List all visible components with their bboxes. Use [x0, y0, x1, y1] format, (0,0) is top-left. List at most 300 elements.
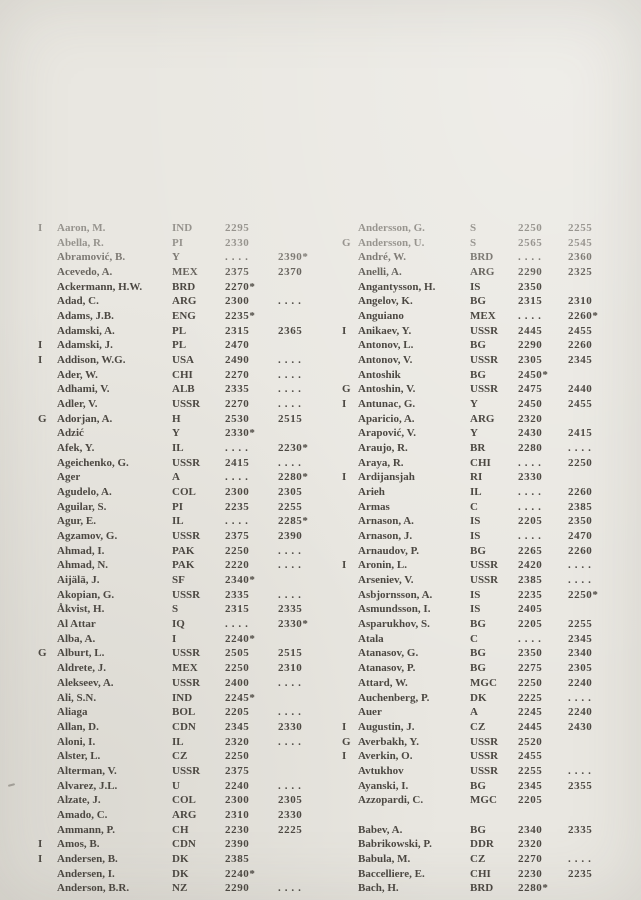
title-marker — [342, 309, 358, 324]
title-marker — [38, 250, 57, 265]
country-code: U — [172, 779, 180, 792]
player-name: Ali, S.N. — [57, 691, 97, 704]
country-code: IS — [470, 588, 481, 601]
player-name: Angelov, K. — [358, 295, 413, 308]
rating-row — [342, 558, 638, 573]
rating-prior: 2390 — [225, 838, 250, 851]
rating-prior: 2320 — [518, 412, 543, 425]
rating-row — [342, 646, 638, 661]
player-name: Adorjan, A. — [57, 412, 113, 425]
rating-row — [38, 867, 338, 882]
rating-1978: 2330 — [278, 720, 303, 733]
rating-prior: 2385 — [225, 852, 250, 865]
rating-prior: 2230 — [225, 823, 250, 836]
title-marker — [38, 720, 57, 735]
player-name: Ayanski, I. — [358, 779, 409, 792]
country-code: USSR — [172, 647, 201, 660]
rating-row — [342, 617, 638, 632]
rating-row — [342, 720, 638, 735]
title-marker: I — [342, 324, 347, 337]
player-name: Arnason, A. — [358, 515, 414, 528]
rating-row — [342, 837, 638, 852]
player-name: Alekseev, A. — [57, 676, 114, 689]
rating-1978: 2250 — [568, 456, 593, 469]
country-code: MEX — [172, 266, 198, 279]
title-marker — [38, 617, 57, 632]
title-marker — [38, 514, 57, 529]
title-marker — [38, 764, 57, 779]
country-code: S — [470, 222, 477, 234]
rating-row — [342, 294, 638, 309]
player-name: Arseniev, V. — [358, 574, 414, 587]
rating-prior: 2300 — [225, 486, 250, 499]
title-marker — [38, 500, 57, 515]
country-code: USSR — [470, 735, 499, 748]
title-marker — [342, 500, 358, 515]
title-marker — [342, 280, 358, 295]
country-code: BG — [470, 662, 486, 675]
country-code: IL — [172, 735, 184, 748]
rating-row — [342, 265, 638, 280]
country-code: USA — [172, 354, 195, 367]
rating-prior: 2505 — [225, 647, 250, 660]
player-name: Andersson, U. — [358, 236, 425, 249]
country-code: ARG — [172, 295, 197, 308]
title-marker — [38, 544, 57, 559]
rating-row — [38, 602, 338, 617]
title-marker — [38, 602, 57, 617]
player-name: Averbakh, Y. — [358, 735, 420, 748]
title-marker — [38, 588, 57, 603]
rating-1978: 2430 — [568, 720, 593, 733]
title-marker — [38, 573, 57, 588]
rating-prior: 2375 — [225, 764, 250, 777]
title-marker — [38, 236, 57, 251]
title-marker — [342, 221, 358, 236]
country-code: DK — [172, 867, 189, 880]
rating-1978: . . . . — [278, 706, 302, 719]
rating-prior: 2250 — [225, 662, 250, 675]
country-code: ALB — [172, 383, 195, 396]
rating-prior: 2335 — [225, 383, 250, 396]
country-code: BG — [470, 544, 486, 557]
rating-row — [342, 573, 638, 588]
rating-row — [342, 221, 638, 236]
rating-prior: 2430 — [518, 427, 543, 440]
country-code: USSR — [172, 676, 201, 689]
player-name: Aloni, I. — [57, 735, 96, 748]
rating-table-left-column — [38, 221, 338, 896]
rating-1978: 2335 — [278, 603, 303, 616]
rating-1978: 2260* — [568, 310, 599, 323]
rating-row — [38, 338, 338, 353]
rating-1978: 2325 — [568, 266, 593, 279]
rating-row — [342, 852, 638, 867]
rating-1978: 2390 — [278, 530, 303, 543]
country-code: IS — [470, 530, 481, 543]
rating-prior: 2235 — [518, 588, 543, 601]
player-name: Babev, A. — [358, 823, 403, 836]
player-name: Aparicio, A. — [358, 412, 415, 425]
rating-1978: 2545 — [568, 236, 593, 249]
rating-1978: . . . . — [278, 588, 302, 601]
rating-row — [342, 764, 638, 779]
country-code: USSR — [470, 383, 499, 396]
rating-row — [342, 485, 638, 500]
player-name: Acevedo, A. — [57, 266, 113, 279]
rating-1978 — [568, 837, 638, 852]
rating-prior: 2240* — [225, 632, 256, 645]
rating-1978: . . . . — [278, 456, 302, 469]
rating-row — [38, 353, 338, 368]
rating-1978: 2260 — [568, 486, 593, 499]
rating-prior: 2400 — [225, 676, 250, 689]
rating-prior: 2345 — [225, 720, 250, 733]
player-name: Babula, M. — [358, 852, 411, 865]
country-code: IS — [470, 603, 481, 616]
rating-1978: 2515 — [278, 412, 303, 425]
rating-1978: . . . . — [568, 574, 592, 587]
player-name: Averkin, O. — [358, 750, 413, 763]
title-marker — [38, 793, 57, 808]
player-name: Aronin, L. — [358, 559, 408, 572]
rating-row — [38, 617, 338, 632]
rating-row — [342, 250, 638, 265]
player-name: Attard, W. — [358, 676, 408, 689]
rating-row — [38, 236, 338, 251]
country-code: BG — [470, 779, 486, 792]
rating-1978: 2385 — [568, 500, 593, 513]
country-code: IND — [172, 691, 193, 704]
rating-1978 — [278, 867, 338, 882]
rating-row — [38, 823, 338, 838]
title-marker — [38, 676, 57, 691]
rating-1978 — [568, 881, 638, 896]
rating-row — [38, 294, 338, 309]
player-name: Araya, R. — [358, 456, 404, 469]
rating-row — [342, 705, 638, 720]
rating-prior: 2565 — [518, 236, 543, 249]
country-code: BOL — [172, 706, 196, 719]
rating-1978: 2310 — [568, 295, 593, 308]
rating-prior: 2350 — [518, 280, 543, 293]
rating-1978: . . . . — [568, 442, 592, 455]
rating-1978: 2455 — [568, 324, 593, 337]
rating-prior: 2235 — [225, 500, 250, 513]
title-marker — [342, 632, 358, 647]
rating-row — [38, 837, 338, 852]
rating-1978: . . . . — [568, 852, 592, 865]
title-marker — [342, 368, 358, 383]
rating-prior: 2315 — [518, 295, 543, 308]
country-code: USSR — [172, 456, 201, 469]
player-name: Andersen, I. — [57, 867, 115, 880]
rating-1978 — [278, 837, 338, 852]
country-code — [470, 808, 518, 823]
player-name: Babrikowski, P. — [358, 838, 432, 851]
rating-row — [38, 368, 338, 383]
rating-1978: 2455 — [568, 398, 593, 411]
rating-1978: 2240 — [568, 706, 593, 719]
country-code: USSR — [470, 574, 499, 587]
title-marker — [342, 808, 358, 823]
title-marker — [342, 676, 358, 691]
rating-1978: 2260 — [568, 339, 593, 352]
title-marker — [38, 265, 57, 280]
player-name: Adhami, V. — [57, 383, 110, 396]
rating-row — [38, 720, 338, 735]
rating-1978 — [278, 573, 338, 588]
country-code: USSR — [470, 764, 499, 777]
title-marker — [38, 867, 57, 882]
rating-1978: 2340 — [568, 647, 593, 660]
player-name: Alterman, V. — [57, 764, 117, 777]
title-marker — [38, 470, 57, 485]
country-code: IS — [470, 280, 481, 293]
rating-prior: 2375 — [225, 266, 250, 279]
title-marker — [38, 808, 57, 823]
title-marker — [342, 412, 358, 427]
player-name: Alster, L. — [57, 750, 101, 763]
player-name: Asparukhov, S. — [358, 618, 430, 631]
rating-prior: 2235* — [225, 310, 256, 323]
rating-1978: . . . . — [278, 398, 302, 411]
rating-row — [342, 881, 638, 896]
rating-row — [342, 353, 638, 368]
rating-1978: 2285* — [278, 515, 309, 528]
player-name: Azzopardi, C. — [358, 794, 424, 807]
country-code: SF — [172, 574, 185, 587]
country-code: IS — [470, 515, 481, 528]
country-code: PI — [172, 500, 183, 513]
country-code: CHI — [470, 867, 491, 880]
player-name: Addison, W.G. — [57, 354, 126, 367]
player-name: Amos, B. — [57, 838, 100, 851]
rating-1978 — [278, 691, 338, 706]
rating-row — [342, 793, 638, 808]
rating-row — [38, 470, 338, 485]
title-marker — [342, 353, 358, 368]
rating-1978: 2360 — [568, 251, 593, 264]
title-marker — [342, 529, 358, 544]
rating-1978 — [568, 368, 638, 383]
rating-row — [38, 382, 338, 397]
rating-row — [38, 632, 338, 647]
rating-1978: 2235 — [568, 867, 593, 880]
rating-row — [38, 852, 338, 867]
title-marker — [342, 764, 358, 779]
rating-1978: . . . . — [278, 295, 302, 308]
rating-1978: . . . . — [278, 354, 302, 367]
rating-row — [342, 823, 638, 838]
player-name — [358, 808, 470, 823]
rating-1978 — [568, 793, 638, 808]
rating-prior: 2315 — [225, 324, 250, 337]
title-marker — [342, 514, 358, 529]
player-name: Allan, D. — [57, 720, 99, 733]
player-name: Ahmad, I. — [57, 544, 105, 557]
player-name: Åkvist, H. — [57, 603, 105, 616]
country-code: USSR — [172, 530, 201, 543]
title-marker — [38, 309, 57, 324]
player-name: Arnason, J. — [358, 530, 413, 543]
rating-prior: 2290 — [225, 882, 250, 895]
country-code: C — [470, 632, 478, 645]
player-name: Armas — [358, 500, 390, 513]
rating-row — [38, 749, 338, 764]
player-name: Adamski, J. — [57, 339, 113, 352]
rating-prior: 2270 — [225, 398, 250, 411]
rating-prior: 2205 — [225, 706, 250, 719]
rating-prior: 2450* — [518, 368, 549, 381]
title-marker — [342, 793, 358, 808]
title-marker: I — [38, 838, 43, 851]
rating-row — [342, 867, 638, 882]
player-name: Atanasov, P. — [358, 662, 416, 675]
rating-row — [342, 236, 638, 251]
country-code: PL — [172, 339, 187, 352]
rating-prior: 2270 — [225, 368, 250, 381]
rating-1978: 2345 — [568, 354, 593, 367]
rating-prior: 2265 — [518, 544, 543, 557]
rating-row — [38, 309, 338, 324]
country-code: CZ — [470, 852, 486, 865]
rating-row — [342, 661, 638, 676]
rating-1978: 2355 — [568, 779, 593, 792]
rating-row — [38, 779, 338, 794]
rating-1978 — [568, 808, 638, 823]
title-marker — [342, 779, 358, 794]
player-name: Adler, V. — [57, 398, 98, 411]
country-code: MEX — [470, 310, 496, 323]
title-marker — [38, 397, 57, 412]
country-code: CZ — [470, 720, 486, 733]
rating-prior: . . . . — [518, 500, 542, 513]
rating-prior: . . . . — [518, 632, 542, 645]
country-code: BRD — [172, 280, 196, 293]
rating-prior: . . . . — [518, 530, 542, 543]
player-name: Asbjornsson, A. — [358, 588, 433, 601]
rating-prior: 2250 — [518, 222, 543, 234]
country-code: BG — [470, 295, 486, 308]
rating-row — [38, 735, 338, 750]
title-marker — [342, 456, 358, 471]
player-name: Ader, W. — [57, 368, 98, 381]
rating-1978: 2255 — [278, 500, 303, 513]
country-code: MGC — [470, 794, 497, 807]
rating-prior: 2255 — [518, 764, 543, 777]
title-marker: G — [342, 735, 351, 748]
player-name: Baccelliere, E. — [358, 867, 425, 880]
country-code: ARG — [470, 412, 495, 425]
rating-prior: 2240 — [225, 779, 250, 792]
title-marker — [38, 441, 57, 456]
title-marker: G — [342, 383, 351, 396]
player-name: Aijälä, J. — [57, 574, 100, 587]
rating-prior: 2450 — [518, 398, 543, 411]
title-marker — [38, 529, 57, 544]
country-code: USSR — [470, 324, 499, 337]
rating-1978: 2260 — [568, 544, 593, 557]
rating-1978 — [278, 632, 338, 647]
title-marker — [342, 426, 358, 441]
country-code: ARG — [172, 808, 197, 821]
player-name: Agzamov, G. — [57, 530, 118, 543]
country-code: USSR — [470, 354, 499, 367]
rating-row — [342, 456, 638, 471]
player-name: Anikaev, Y. — [358, 324, 412, 337]
player-name: Ammann, P. — [57, 823, 115, 836]
rating-row — [342, 309, 638, 324]
title-marker — [342, 294, 358, 309]
rating-row — [342, 368, 638, 383]
rating-prior: 2250 — [225, 750, 250, 763]
title-marker — [38, 485, 57, 500]
rating-prior: 2445 — [518, 720, 543, 733]
country-code: BRD — [470, 882, 494, 895]
rating-1978: . . . . — [278, 779, 302, 792]
rating-prior: 2330* — [225, 427, 256, 440]
rating-1978: . . . . — [278, 368, 302, 381]
player-name: Aguilar, S. — [57, 500, 107, 513]
rating-row — [38, 265, 338, 280]
player-name: Auchenberg, P. — [358, 691, 430, 704]
rating-table-right-column — [342, 221, 638, 896]
rating-1978 — [278, 280, 338, 295]
rating-row — [342, 602, 638, 617]
player-name: Andersen, B. — [57, 852, 118, 865]
title-marker — [38, 368, 57, 383]
rating-prior: . . . . — [225, 442, 249, 455]
player-name: Ageichenko, G. — [57, 456, 129, 469]
rating-1978: 2240 — [568, 676, 593, 689]
rating-row — [38, 676, 338, 691]
rating-prior: 2420 — [518, 559, 543, 572]
country-code: COL — [172, 486, 196, 499]
rating-row — [38, 441, 338, 456]
rating-1978: 2280* — [278, 471, 309, 484]
rating-1978: . . . . — [568, 691, 592, 704]
rating-1978: . . . . — [568, 559, 592, 572]
title-marker — [38, 558, 57, 573]
rating-prior: 2530 — [225, 412, 250, 425]
player-name: Atala — [358, 632, 384, 645]
rating-row — [38, 544, 338, 559]
rating-prior: 2490 — [225, 354, 250, 367]
rating-row — [38, 485, 338, 500]
rating-prior: 2320 — [225, 735, 250, 748]
title-marker — [38, 691, 57, 706]
rating-row — [342, 749, 638, 764]
title-marker — [342, 617, 358, 632]
rating-row — [38, 500, 338, 515]
title-marker — [342, 837, 358, 852]
country-code: MEX — [172, 662, 198, 675]
title-marker: I — [342, 559, 347, 572]
country-code: PAK — [172, 544, 195, 557]
player-name: Alzate, J. — [57, 794, 101, 807]
title-marker — [38, 280, 57, 295]
country-code: BG — [470, 368, 486, 381]
country-code: RI — [470, 471, 483, 484]
player-name: Alburt, L. — [57, 647, 105, 660]
country-code: NZ — [172, 882, 188, 895]
rating-prior: 2470 — [225, 339, 250, 352]
rating-prior: 2295 — [225, 222, 250, 234]
country-code: Y — [172, 427, 180, 440]
title-marker — [38, 705, 57, 720]
country-code: DDR — [470, 838, 494, 851]
